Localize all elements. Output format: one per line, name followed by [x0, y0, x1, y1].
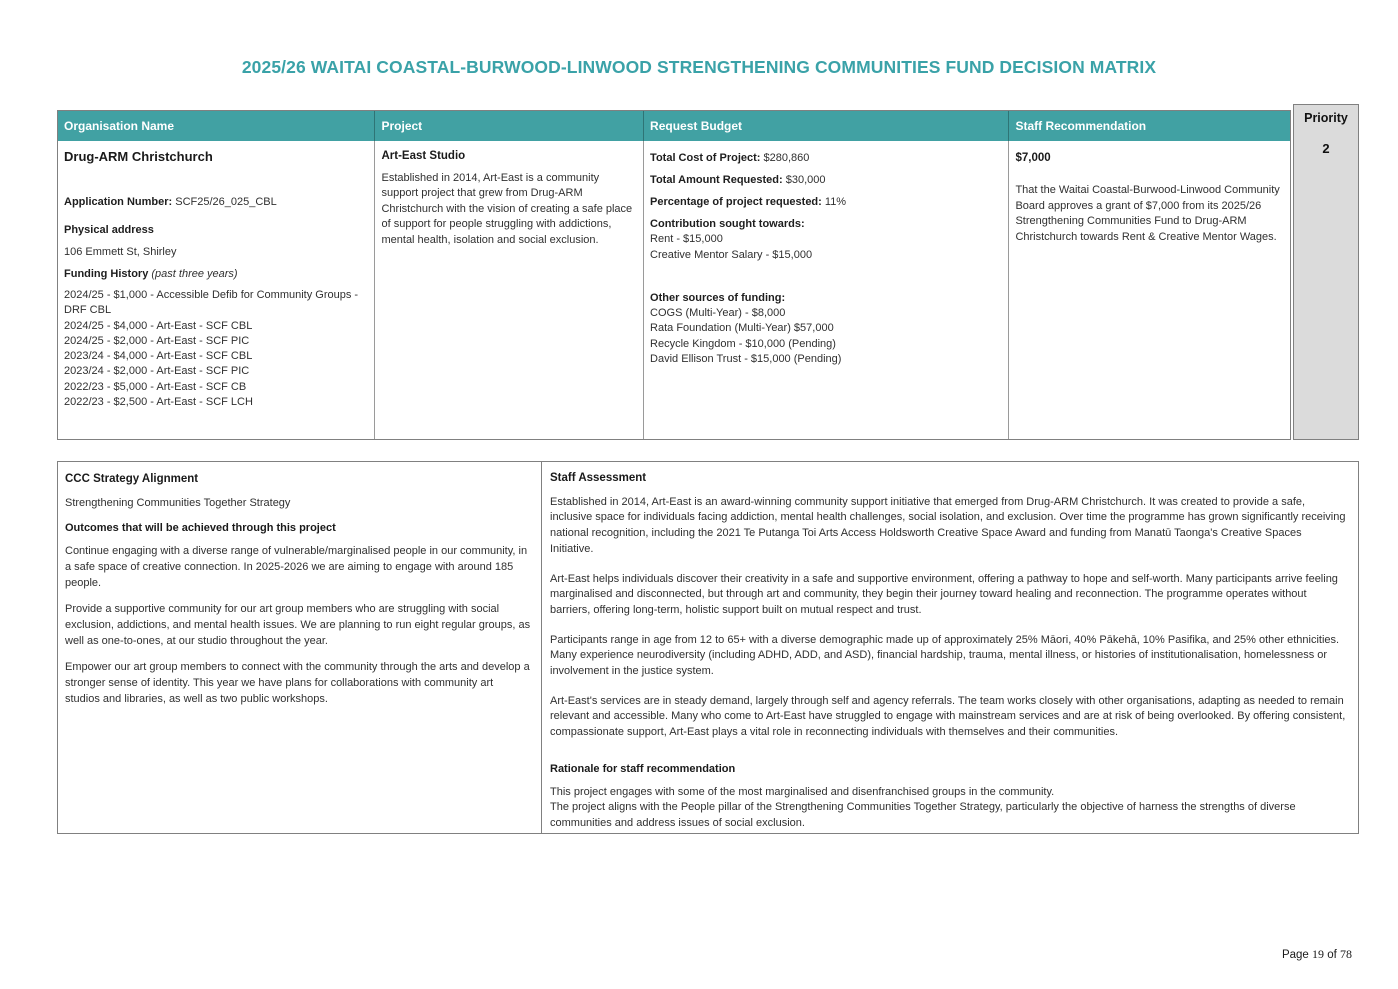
funding-history-label: Funding History [64, 268, 149, 280]
other-funding-item: COGS (Multi-Year) - $8,000 [650, 307, 786, 320]
application-number-label: Application Number: [64, 196, 173, 208]
total-requested-value: $30,000 [785, 174, 826, 186]
rationale-line: The project aligns with the People pillar of the Strengthening Communities Together Strategy, particularly the objective of harness the strengths of diverse communities and address issues of social exclusion. [550, 801, 1296, 829]
matrix-main-columns [57, 110, 1291, 440]
assessment-paragraph: Established in 2014, Art-East is an award-winning community support initiative that emerged from Drug-ARM Christchurch. It was created to provide a safe, inclusive space for individuals facing addiction, mental health challenges, social isolation, and exclusion. Over time the programme has grown significantly receiving national recognition, including the 2021 Te Putanga Toi Arts Access Holdsworth Creative Space Award and funding from Manatū Taonga's Creative Spaces Initiative. [550, 495, 1346, 555]
staff-assessment-heading: Staff Assessment [550, 472, 647, 484]
organisation-cell [58, 141, 375, 439]
column-header-request-budget: Request Budget [644, 111, 1009, 141]
matrix-header-row [58, 111, 1290, 141]
details-table [57, 461, 1359, 834]
rationale-heading: Rationale for staff recommendation [550, 762, 736, 775]
contribution-item: Rent - $15,000 [650, 233, 723, 246]
contribution-sought-label: Contribution sought towards: [650, 218, 805, 230]
recommendation-text: That the Waitai Coastal-Burwood-Linwood Community Board approves a grant of $7,000 from its 2025/26 Strengthening Communities Fund to Drug-ARM Christchurch towards Rent & Creative Mentor Wages. [1015, 184, 1280, 243]
project-description: Established in 2014, Art-East is a community support project that grew from Drug-ARM Christchurch with the vision of creating a safe place of support for people struggling with addictions, mental health, isolation and social exclusion. [381, 172, 633, 246]
priority-value: 2 [1322, 141, 1330, 156]
physical-address-label: Physical address [64, 224, 154, 236]
page-footer-prefix: Page [1281, 949, 1309, 961]
column-header-priority: Priority [1304, 111, 1348, 125]
total-pages: 78 [1340, 947, 1352, 961]
outcomes-paragraph: Provide a supportive community for our art group members who are struggling with social exclusion, addictions, and mental health issues. We are planning to run eight regular groups, as well as one-to-ones, at our studio throughout the year. [65, 603, 531, 647]
page-footer [1282, 947, 1352, 962]
rationale-line: This project engages with some of the most marginalised and disenfranchised groups in the community. [550, 785, 1055, 798]
other-funding-item: Recycle Kingdom - $10,000 (Pending) [650, 337, 836, 350]
contribution-sought-block [650, 217, 1000, 263]
other-funding-item: Rata Foundation (Multi-Year) $57,000 [650, 322, 834, 335]
staff-assessment-cell [542, 462, 1358, 833]
page-title: 2025/26 WAITAI COASTAL-BURWOOD-LINWOOD STRENGTHENING COMMUNITIES FUND DECISION MATRIX [241, 57, 1157, 77]
priority-column [1293, 104, 1359, 440]
matrix-body-row [58, 141, 1290, 439]
application-number-line [64, 195, 366, 210]
total-cost-value: $280,860 [763, 152, 810, 164]
other-funding-label: Other sources of funding: [650, 291, 786, 304]
strategy-alignment-heading: CCC Strategy Alignment [65, 473, 199, 485]
strategy-name: Strengthening Communities Together Strategy [65, 497, 291, 509]
outcomes-paragraph: Continue engaging with a diverse range of vulnerable/marginalised people in our community, in a safe space of creative connection. In 2025-2026 we are aiming to engage with around 185 people. [65, 545, 528, 589]
percentage-requested-value: 11% [824, 196, 847, 208]
funding-history-item: 2023/24 - $2,000 - Art-East - SCF PIC [64, 365, 250, 378]
application-number-value: SCF25/26_025_CBL [175, 196, 277, 208]
physical-address-value: 106 Emmett St, Shirley [64, 246, 177, 258]
funding-history-item: 2022/23 - $2,500 - Art-East - SCF LCH [64, 396, 253, 409]
funding-history-item: 2024/25 - $4,000 - Art-East - SCF CBL [64, 319, 253, 332]
column-header-staff-recommendation: Staff Recommendation [1015, 119, 1147, 133]
funding-history-item: 2024/25 - $2,000 - Art-East - SCF PIC [64, 334, 250, 347]
outcomes-paragraph: Empower our art group members to connect with the community through the arts and develop a stronger sense of identity. This year we have plans for collaborations with community art studios and libraries, as well as two public workshops. [65, 661, 530, 705]
funding-history-item: 2023/24 - $4,000 - Art-East - SCF CBL [64, 350, 253, 363]
page-number: 19 [1312, 947, 1324, 961]
funding-history-item: 2024/25 - $1,000 - Accessible Defib for Community Groups - DRF CBL [64, 289, 359, 317]
outcomes-heading: Outcomes that will be achieved through this project [65, 522, 336, 534]
funding-history-label-line [64, 267, 366, 282]
percentage-requested-line [650, 195, 1000, 210]
column-header-organisation-name: Organisation Name [58, 111, 375, 141]
funding-history-note: (past three years) [151, 268, 238, 280]
contribution-item: Creative Mentor Salary - $15,000 [650, 248, 813, 261]
assessment-paragraph: Art-East helps individuals discover their creativity in a safe and supportive environment, offering a pathway to hope and self-worth. Many participants arrive feeling marginalised and disconnected, but through art and community, they begin their journey toward healing and reconnection. The programme operates without barriers, offering long-term, holistic support built on mutual respect and trust. [550, 572, 1338, 616]
organisation-name: Drug-ARM Christchurch [64, 149, 213, 164]
total-cost-line [650, 151, 1000, 166]
total-cost-label: Total Cost of Project: [650, 152, 761, 164]
total-requested-label: Total Amount Requested: [650, 174, 783, 186]
funding-history-list [64, 288, 366, 410]
funding-history-item: 2022/23 - $5,000 - Art-East - SCF CB [64, 380, 247, 393]
ccc-strategy-alignment-cell [58, 462, 542, 833]
staff-recommendation-cell [1009, 141, 1290, 439]
assessment-paragraph: Participants range in age from 12 to 65+ with a diverse demographic made up of approximately 25% Māori, 40% Pākehā, 10% Pasifika, and 25% other ethnicities. Many experience neurodiversity (including ADHD, ADD, and ASD), financial hardship, trauma, mental illness, or histories of institutionalisation, homelessness or involvement in the justice system. [550, 633, 1340, 678]
assessment-paragraph: Art-East's services are in steady demand, largely through self and agency referrals. The team works closely with other organisations, adapting as needed to remain relevant and accessible. Many who come to Art-East have struggled to engage with mainstream services and are at risk of being overlooked. By offering consistent, compassionate support, Art-East plays a vital role in reconnecting individuals with themselves and their communities. [550, 694, 1346, 739]
recommendation-amount: $7,000 [1015, 152, 1051, 164]
request-budget-cell [644, 141, 1009, 439]
percentage-requested-label: Percentage of project requested: [650, 196, 822, 208]
total-requested-line [650, 173, 1000, 188]
other-funding-item: David Ellison Trust - $15,000 (Pending) [650, 353, 842, 366]
decision-matrix-table [57, 104, 1359, 440]
column-header-project: Project [375, 111, 644, 141]
project-title: Art-East Studio [381, 150, 466, 162]
page-footer-of: of [1327, 949, 1337, 961]
other-funding-block [650, 291, 1000, 367]
project-cell [375, 141, 644, 439]
